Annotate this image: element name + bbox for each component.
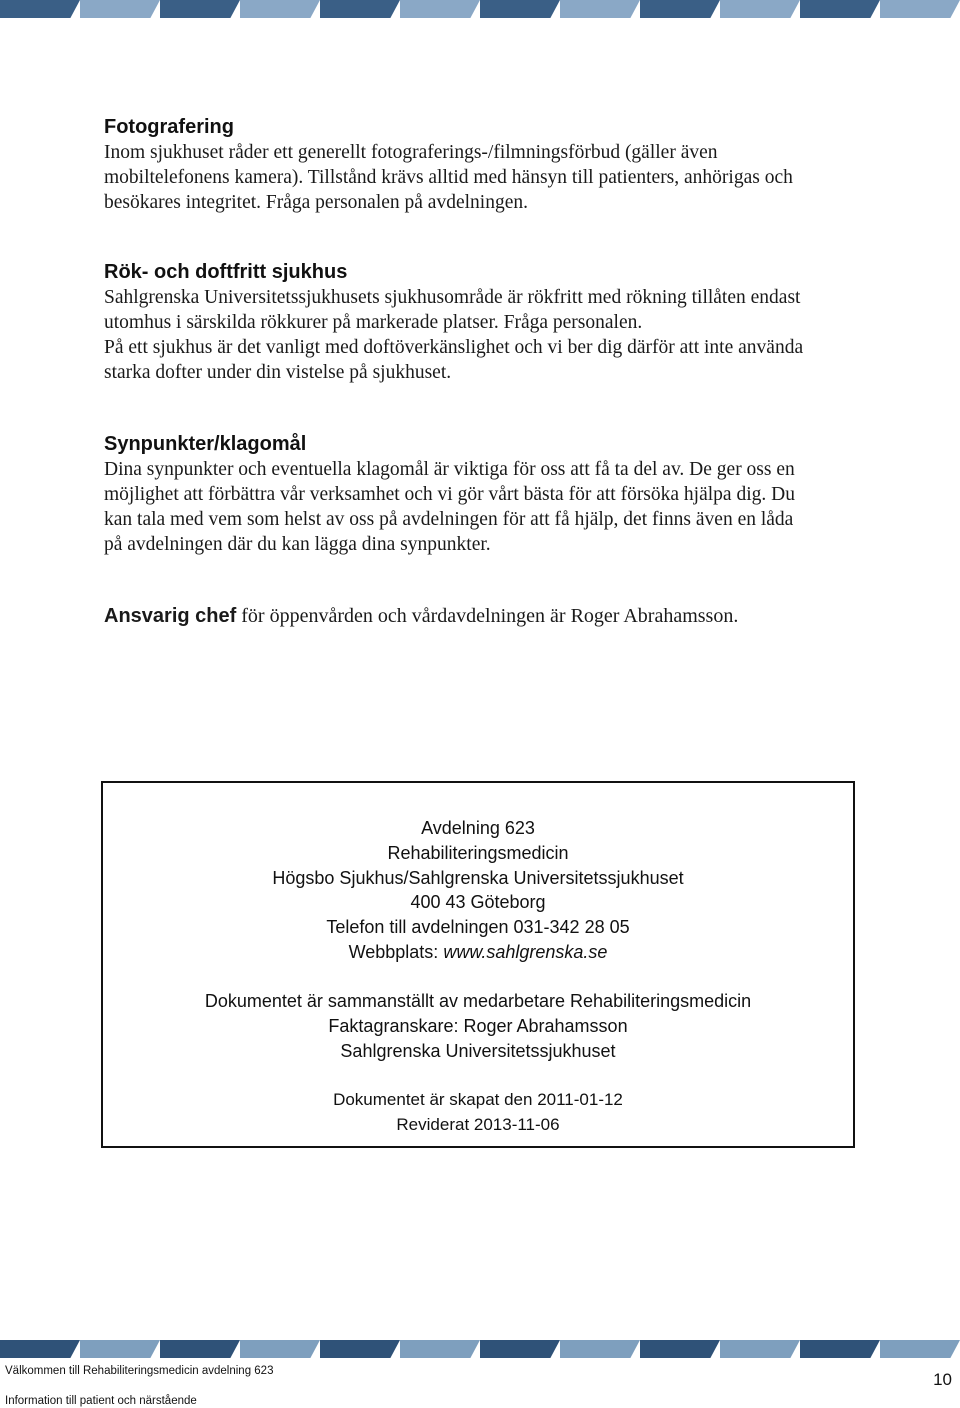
paragraph-line: starka dofter under din vistelse på sjukhuset. (104, 362, 452, 383)
paragraph-line: Inom sjukhuset råder ett generellt fotograferings-/filmningsförbud (gäller även (104, 142, 718, 163)
paragraph-line: besökares integritet. Fråga personalen på avdelningen. (104, 192, 528, 213)
ward-name: Avdelning 623 (421, 818, 535, 838)
hospital-name: Högsbo Sjukhus/Sahlgrenska Universitetssjukhuset (272, 868, 684, 888)
paragraph-line: På ett sjukhus är det vanligt med doftöverkänslighet och vi ber dig därför att inte använda (104, 337, 804, 358)
created-date: Dokumentet är skapat den 2011-01-12 (333, 1090, 623, 1109)
paragraph-line: mobiltelefonens kamera). Tillstånd krävs alltid med hänsyn till patienters, anhörigas och (104, 167, 793, 188)
header-decorative-band (0, 0, 960, 18)
paragraph-line: möjlighet att förbättra vår verksamhet och vi gör vårt bästa för att försöka hjälpa dig. Du (104, 484, 795, 505)
department-name: Rehabiliteringsmedicin (387, 843, 569, 863)
responsible-manager-label: Ansvarig chef (104, 605, 237, 627)
page-number: 10 (933, 1370, 952, 1389)
footer-decorative-band (0, 1340, 960, 1358)
website-link[interactable]: www.sahlgrenska.se (443, 942, 608, 962)
section-synpunkter (104, 432, 874, 557)
section-heading: Rök- och doftfritt sjukhus (104, 261, 348, 283)
section-heading: Fotografering (104, 116, 234, 138)
responsible-manager (104, 602, 904, 630)
website-label: Webbplats: (348, 942, 444, 962)
section-heading: Synpunkter/klagomål (104, 433, 307, 455)
compiled-by: Dokumentet är sammanställt av medarbetare Rehabiliteringsmedicin (204, 991, 752, 1011)
phone-number: Telefon till avdelningen 031-342 28 05 (326, 917, 630, 937)
paragraph-line: Sahlgrenska Universitetssjukhusets sjukhusområde är rökfritt med rökning tillåten endast (104, 287, 801, 308)
section-rokfritt (104, 260, 874, 385)
paragraph-line: utomhus i särskilda rökkurer på markerade platser. Fråga personalen. (104, 312, 643, 333)
paragraph-line: kan tala med vem som helst av oss på avdelningen för att få hjälp, det finns även en låda (104, 509, 794, 530)
paragraph-line: på avdelningen där du kan lägga dina synpunkter. (104, 534, 491, 555)
responsible-manager-text: för öppenvården och vårdavdelningen är Roger Abrahamsson. (236, 605, 739, 627)
website (103, 940, 853, 964)
footer-subtitle: Information till patient och närstående (5, 1395, 197, 1407)
fact-checker: Faktagranskare: Roger Abrahamsson (328, 1016, 628, 1036)
footer-title: Välkommen till Rehabiliteringsmedicin avdelning 623 (5, 1365, 274, 1377)
section-fotografering (104, 115, 874, 215)
paragraph-line: Dina synpunkter och eventuella klagomål är viktiga för oss att få ta del av. De ger oss en (104, 459, 795, 480)
postal-address: 400 43 Göteborg (410, 892, 546, 912)
contact-info-box (101, 781, 855, 1148)
revised-date: Reviderat 2013-11-06 (396, 1115, 560, 1134)
organization: Sahlgrenska Universitetssjukhuset (340, 1041, 616, 1061)
